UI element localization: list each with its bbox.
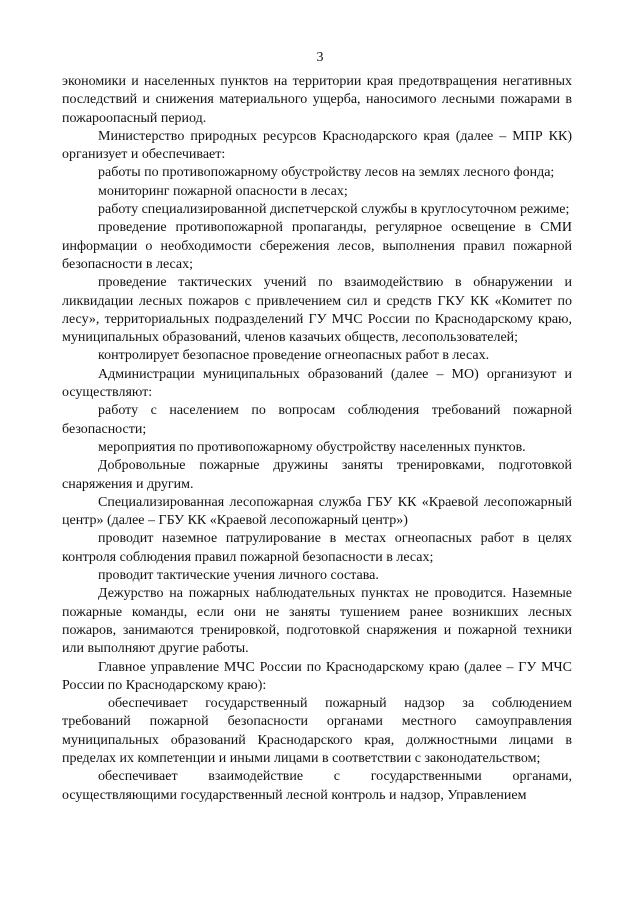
- paragraph-17: Главное управление МЧС России по Краснодарскому краю (далее – ГУ МЧС России по Краснодарскому краю):: [62, 659, 572, 693]
- paragraph-10: работу с населением по вопросам соблюдения требований пожарной безопасности;: [62, 403, 572, 437]
- paragraph-9: Администрации муниципальных образований (далее – МО) организуют и осуществляют:: [62, 366, 572, 401]
- paragraph-4: мониторинг пожарной опасности в лесах;: [98, 183, 348, 199]
- paragraph-2: Министерство природных ресурсов Краснодарского края (далее – МПР КК) организует и обеспечивает:: [62, 128, 572, 163]
- paragraph-15: проводит тактические учения личного состава.: [98, 568, 379, 584]
- paragraph-16: Дежурство на пожарных наблюдательных пунктах не проводится. Наземные пожарные команды, если они не заняты тушением ранее возникших лесных пожаров, занимаются тренировкой, подготовкой снаряжения и пожарной техники или выполняют другие работы.: [62, 586, 572, 657]
- page-number: 3: [316, 50, 324, 65]
- paragraph-6: проведение противопожарной пропаганды, регулярное освещение в СМИ информации о необходимости сбережения лесов, выполнения правил пожарной безопасности в лесах;: [62, 220, 572, 272]
- document-body: [62, 73, 572, 805]
- paragraph-3: работы по противопожарному обустройству лесов на землях лесного фонда;: [98, 165, 555, 181]
- paragraph-7: проведение тактических учений по взаимодействию в обнаружении и ликвидации лесных пожаров с привлечением сил и средств ГКУ КК «Комитет по лесу», территориальных подразделений ГУ МЧС России по Краснодарскому краю, муниципальных образований, членов казачьих обществ, лесопользователей;: [62, 275, 572, 346]
- paragraph-12: Добровольные пожарные дружины заняты тренировками, подготовкой снаряжения и другим.: [62, 458, 572, 492]
- paragraph-13: Специализированная лесопожарная служба ГБУ КК «Краевой лесопожарный центр» (далее – ГБУ КК «Краевой лесопожарный центр»): [62, 494, 572, 529]
- paragraph-18: обеспечивает государственный пожарный надзор за соблюдением требований пожарной безопасности органами местного самоуправления муниципальных образований Краснодарского края, должностными лицами в пределах их компетенции и иными лицами в соответствии с законодательством;: [62, 696, 572, 766]
- paragraph-11: мероприятия по противопожарному обустройству населенных пунктов.: [98, 439, 526, 455]
- paragraph-1: экономики и населенных пунктов на территории края предотвращения негативных последствий и снижения материального ущерба, наносимого лесными пожарами в пожароопасный период.: [62, 74, 572, 126]
- paragraph-8: контролирует безопасное проведение огнеопасных работ в лесах.: [98, 348, 490, 364]
- paragraph-14: проводит наземное патрулирование в местах огнеопасных работ в целях контроля соблюдения правил пожарной безопасности в лесах;: [62, 531, 572, 565]
- paragraph-19: обеспечивает взаимодействие с государственными органами, осуществляющими государственный лесной контроль и надзор, Управлением: [62, 769, 572, 803]
- paragraph-5: работу специализированной диспетчерской службы в круглосуточном режиме;: [98, 202, 570, 218]
